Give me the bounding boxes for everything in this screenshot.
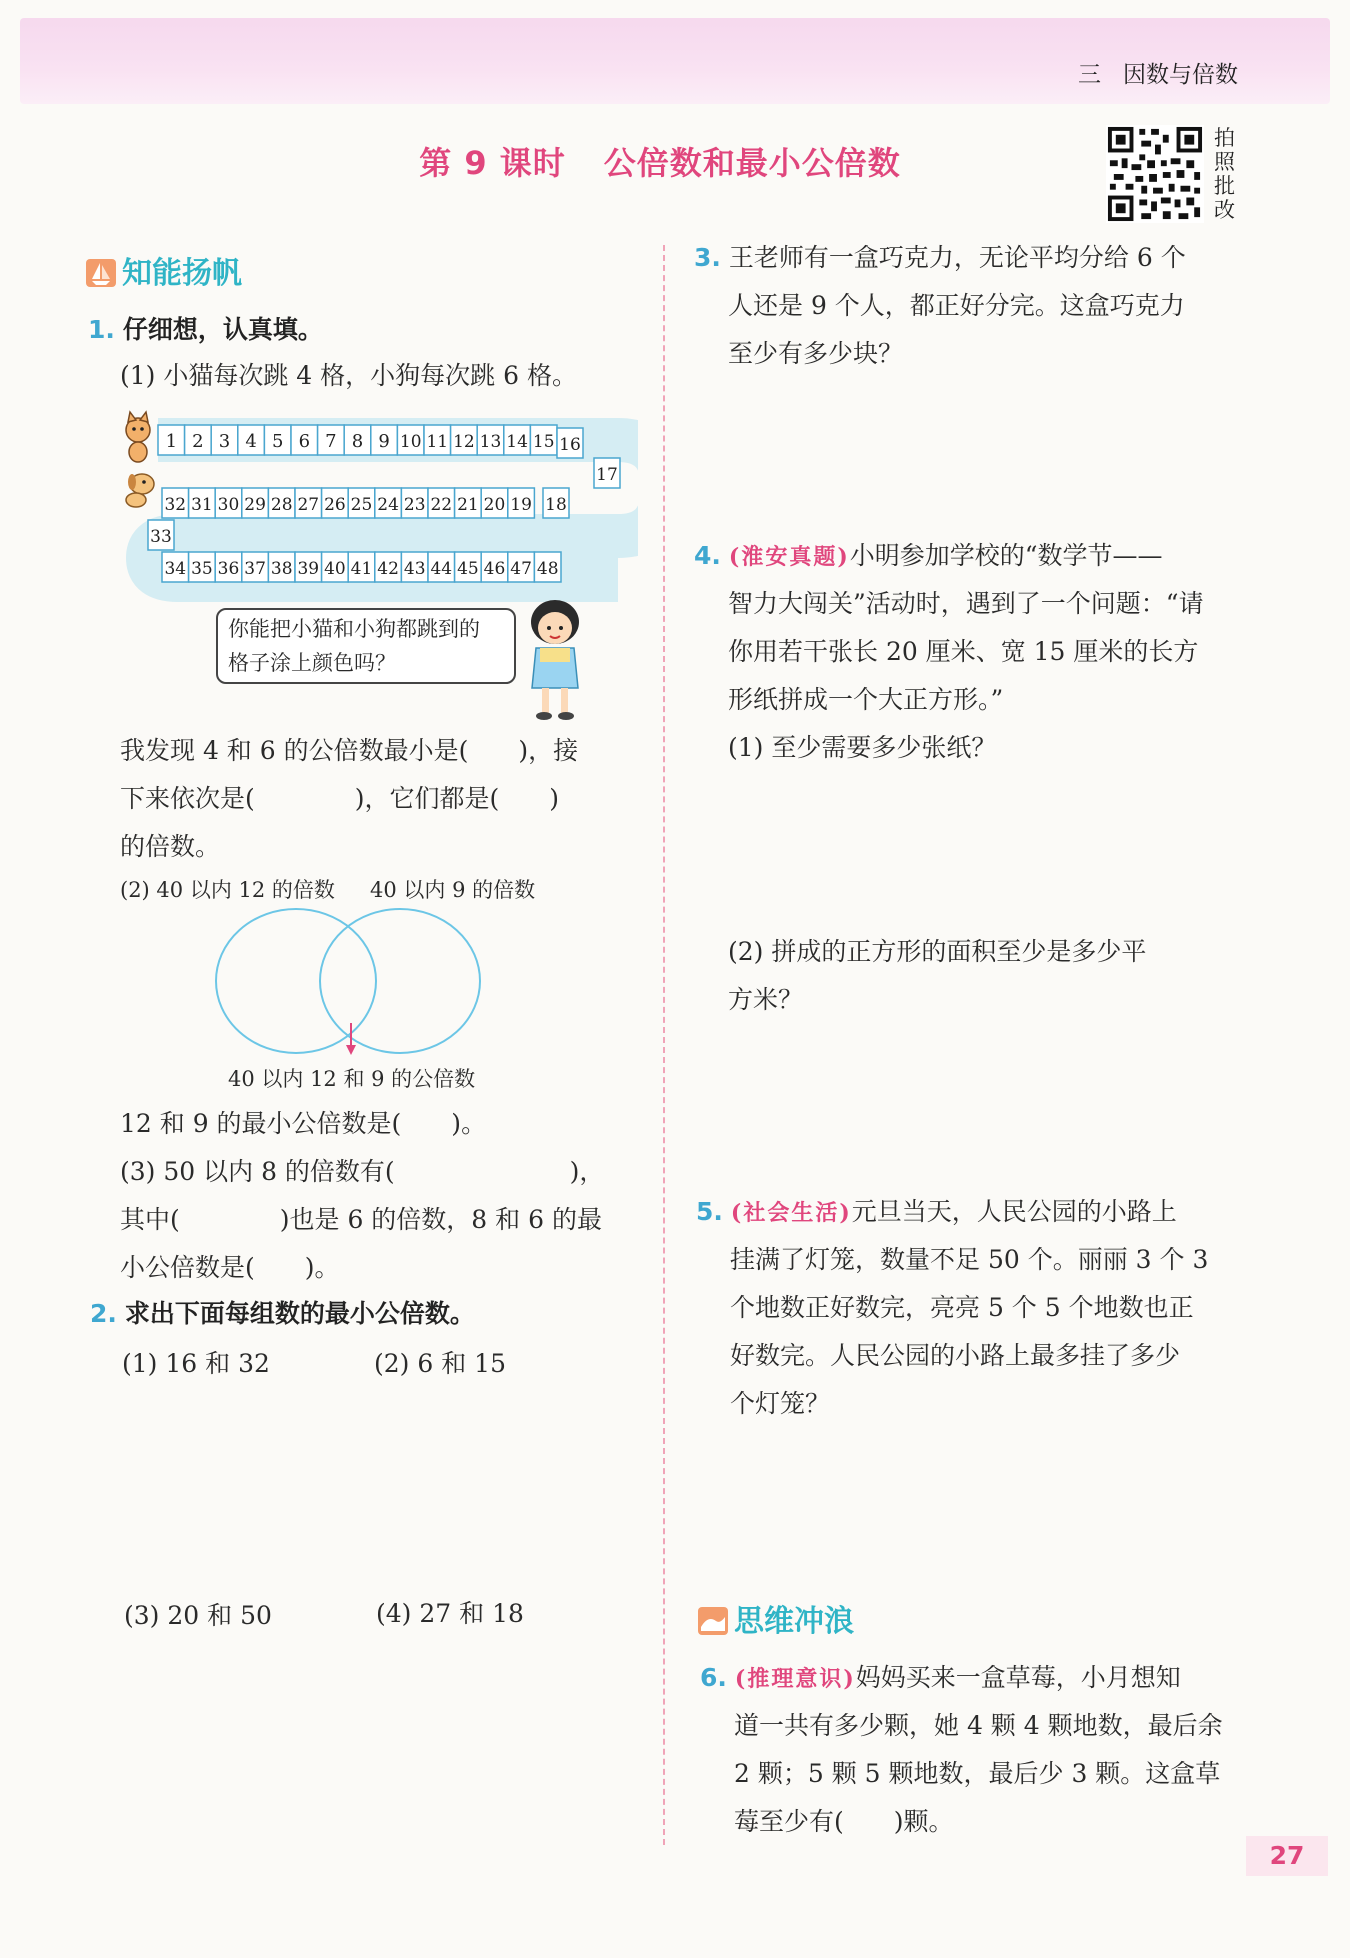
track-cell-number: 47 bbox=[510, 559, 532, 579]
track-cell[interactable] bbox=[322, 488, 349, 518]
q6-tag: (推理意识) bbox=[734, 1666, 856, 1692]
track-cell[interactable] bbox=[375, 488, 402, 518]
chapter-label bbox=[1078, 56, 1238, 89]
track-cell-number: 15 bbox=[532, 432, 555, 452]
track-cell[interactable] bbox=[322, 552, 349, 582]
q5-line: 个灯笼？ bbox=[730, 1389, 831, 1418]
track-cell[interactable] bbox=[594, 458, 620, 488]
q5-number: 5. bbox=[696, 1197, 723, 1226]
track-cell-number: 42 bbox=[377, 559, 399, 579]
track-cell-number: 48 bbox=[536, 559, 559, 579]
q3-number: 3. bbox=[694, 243, 721, 272]
q4-text: 小明参加学校的“数学节—— bbox=[849, 541, 1163, 570]
q5-line: 个地数正好数完，亮亮 5 个 5 个地数也正 bbox=[730, 1293, 1194, 1322]
track-cell[interactable] bbox=[295, 552, 322, 582]
q2-item: (1) 16 和 32 bbox=[122, 1349, 270, 1378]
venn-label-12: (2) 40 以内 12 的倍数 bbox=[120, 878, 335, 902]
q3-line: 人还是 9 个人，都正好分完。这盒巧克力 bbox=[728, 291, 1185, 320]
track-cell[interactable] bbox=[428, 488, 455, 518]
lesson-name: 公倍数和最小公倍数 bbox=[603, 144, 901, 182]
track-cell-number: 1 bbox=[165, 431, 178, 452]
track-cell[interactable] bbox=[268, 552, 295, 582]
track-cell-number: 4 bbox=[245, 431, 257, 452]
track-cell[interactable] bbox=[318, 425, 345, 455]
q4-sub1: (1) 至少需要多少张纸？ bbox=[728, 733, 997, 762]
track-cell-number: 33 bbox=[150, 527, 172, 547]
q5-line: 挂满了灯笼，数量不足 50 个。丽丽 3 个 3 bbox=[730, 1245, 1209, 1274]
track-cell-number: 36 bbox=[217, 559, 240, 579]
track-cell[interactable] bbox=[162, 488, 189, 518]
page-number: 27 bbox=[1246, 1836, 1328, 1876]
track-cell[interactable] bbox=[428, 552, 455, 582]
qr-label-char: 拍 bbox=[1214, 126, 1235, 150]
q3-line bbox=[694, 234, 1186, 282]
track-cell[interactable] bbox=[451, 425, 478, 455]
track-cell-number: 20 bbox=[483, 495, 506, 515]
track-cell[interactable] bbox=[455, 488, 482, 518]
q2-number: 2. bbox=[90, 1299, 117, 1328]
bubble-line: 格子涂上颜色吗？ bbox=[228, 651, 396, 675]
venn-label-9: 40 以内 9 的倍数 bbox=[370, 878, 536, 902]
track-cell[interactable] bbox=[189, 488, 216, 518]
q4-line: 智力大闯关”活动时，遇到了一个问题：“请 bbox=[728, 589, 1204, 618]
track-cell-number: 2 bbox=[192, 431, 204, 452]
q1-p1-line: 下来依次是( )，它们都是( ) bbox=[120, 784, 560, 813]
q5-line bbox=[696, 1188, 1177, 1237]
track-cell-number: 28 bbox=[270, 495, 293, 515]
track-cell[interactable] bbox=[215, 552, 242, 582]
track-cell-number: 13 bbox=[479, 432, 502, 452]
qr-code-icon[interactable] bbox=[1106, 125, 1204, 223]
qr-label bbox=[1214, 126, 1240, 222]
wave-icon bbox=[698, 1607, 728, 1635]
track-cell-number: 30 bbox=[217, 495, 240, 515]
track-cell[interactable] bbox=[242, 488, 269, 518]
q6-line: 2 颗；5 颗 5 颗地数，最后少 3 颗。这盒草 bbox=[734, 1759, 1221, 1788]
sail-icon bbox=[86, 259, 116, 287]
q1-p1-intro: (1) 小猫每次跳 4 格，小狗每次跳 6 格。 bbox=[120, 361, 577, 390]
q4-tag: (淮安真题) bbox=[728, 544, 850, 570]
track-cell-number: 16 bbox=[559, 435, 581, 455]
qr-label-char: 照 bbox=[1214, 150, 1235, 174]
q6-number: 6. bbox=[700, 1663, 727, 1692]
section-title-right bbox=[698, 1596, 854, 1640]
q5-text: 元旦当天，人民公园的小路上 bbox=[851, 1197, 1177, 1226]
girl-icon bbox=[522, 596, 588, 724]
track-cell-number: 38 bbox=[270, 559, 293, 579]
venn-circle-9 bbox=[320, 909, 480, 1053]
track-cell[interactable] bbox=[238, 425, 265, 455]
track-cell[interactable] bbox=[268, 488, 295, 518]
track-cell[interactable] bbox=[162, 552, 189, 582]
track-cell[interactable] bbox=[557, 428, 583, 458]
q1-p1-line: 的倍数。 bbox=[120, 832, 221, 861]
q4-sub2: 方米？ bbox=[728, 985, 804, 1014]
track-cell[interactable] bbox=[481, 552, 508, 582]
q1-p1-line: 我发现 4 和 6 的公倍数最小是( )，接 bbox=[120, 736, 579, 765]
track-cell[interactable] bbox=[215, 488, 242, 518]
track-cell-number: 17 bbox=[596, 465, 618, 485]
track-cell[interactable] bbox=[543, 488, 569, 518]
track-cell-number: 31 bbox=[191, 495, 213, 515]
q2-item: (3) 20 和 50 bbox=[124, 1601, 272, 1630]
cat-icon bbox=[126, 412, 150, 462]
column-divider bbox=[663, 245, 665, 1845]
qr-label-char: 批 bbox=[1214, 174, 1235, 198]
track-cell-number: 43 bbox=[403, 559, 426, 579]
track-cell-number: 46 bbox=[483, 559, 506, 579]
track-cell[interactable] bbox=[242, 552, 269, 582]
track-cell-number: 41 bbox=[350, 559, 373, 579]
track-cell[interactable] bbox=[455, 552, 482, 582]
track-cell-number: 14 bbox=[506, 432, 528, 452]
track-cell-number: 29 bbox=[244, 495, 266, 515]
q2-item: (4) 27 和 18 bbox=[376, 1599, 524, 1628]
track-cell[interactable] bbox=[401, 552, 428, 582]
track-cell[interactable] bbox=[189, 552, 216, 582]
section-title-text: 思维冲浪 bbox=[734, 1604, 854, 1639]
bubble-line: 你能把小猫和小狗都跳到的 bbox=[228, 617, 480, 641]
q4-line bbox=[694, 532, 1163, 581]
q5-tag: (社会生活) bbox=[730, 1200, 852, 1226]
track-cell[interactable] bbox=[397, 425, 424, 455]
q2-item: (2) 6 和 15 bbox=[374, 1349, 506, 1378]
track-cell-number: 6 bbox=[298, 431, 311, 452]
track-cell[interactable] bbox=[481, 488, 508, 518]
track-cell-number: 44 bbox=[430, 559, 453, 579]
q6-line: 道一共有多少颗，她 4 颗 4 颗地数，最后余 bbox=[734, 1711, 1223, 1740]
track-cell-number: 27 bbox=[297, 495, 320, 515]
section-title-left bbox=[86, 248, 242, 292]
track-cell[interactable] bbox=[211, 425, 238, 455]
q6-text: 妈妈买来一盒草莓，小月想知 bbox=[855, 1663, 1181, 1692]
track-cell[interactable] bbox=[530, 425, 557, 455]
track-cell[interactable] bbox=[295, 488, 322, 518]
track-cell-number: 25 bbox=[350, 495, 373, 515]
track-cell[interactable] bbox=[424, 425, 451, 455]
track-cell[interactable] bbox=[534, 552, 561, 582]
track-cells bbox=[148, 425, 620, 582]
track-cell[interactable] bbox=[348, 488, 375, 518]
track-cell-number: 12 bbox=[453, 432, 475, 452]
q4-sub2: (2) 拼成的正方形的面积至少是多少平 bbox=[728, 937, 1147, 966]
track-cell[interactable] bbox=[508, 552, 535, 582]
track-cell-number: 8 bbox=[351, 431, 364, 452]
track-cell-number: 40 bbox=[324, 559, 346, 579]
dog-icon bbox=[126, 474, 154, 507]
track-cell-number: 7 bbox=[325, 431, 337, 452]
track-cell-number: 45 bbox=[457, 559, 479, 579]
track-cell[interactable] bbox=[291, 425, 318, 455]
track-cell-number: 5 bbox=[271, 431, 284, 452]
track-cell[interactable] bbox=[371, 425, 398, 455]
track-cell[interactable] bbox=[477, 425, 504, 455]
q1-p2-line: 12 和 9 的最小公倍数是( )。 bbox=[120, 1109, 487, 1138]
venn-caption: 40 以内 12 和 9 的公倍数 bbox=[228, 1067, 476, 1091]
track-cell-number: 22 bbox=[430, 495, 453, 515]
q2-heading-text: 求出下面每组数的最小公倍数。 bbox=[124, 1299, 475, 1328]
track-cell[interactable] bbox=[401, 488, 428, 518]
q6-line bbox=[700, 1654, 1181, 1703]
venn-diagram bbox=[214, 905, 494, 1065]
track-cell[interactable] bbox=[264, 425, 291, 455]
track-cell-number: 11 bbox=[426, 432, 449, 452]
track-cell-number: 21 bbox=[457, 495, 479, 515]
lesson-number: 第 9 课时 bbox=[419, 144, 566, 182]
track-cell-number: 39 bbox=[297, 559, 320, 579]
track-cell-number: 3 bbox=[218, 431, 231, 452]
track-cell-number: 24 bbox=[377, 495, 399, 515]
track-cell-number: 9 bbox=[378, 431, 390, 452]
qr-label-char: 改 bbox=[1214, 198, 1235, 222]
q6-line: 莓至少有( )颗。 bbox=[734, 1807, 954, 1836]
track-cell-number: 10 bbox=[399, 432, 422, 452]
track-cell[interactable] bbox=[348, 552, 375, 582]
q3-text: 王老师有一盒巧克力，无论平均分给 6 个 bbox=[728, 243, 1186, 272]
track-cell[interactable] bbox=[158, 425, 185, 455]
q2-heading bbox=[90, 1294, 475, 1330]
chapter-number: 三 bbox=[1078, 62, 1101, 88]
q3-line: 至少有多少块？ bbox=[728, 339, 904, 368]
q5-line: 好数完。人民公园的小路上最多挂了多少 bbox=[730, 1341, 1181, 1370]
q1-p3-line: 其中( )也是 6 的倍数，8 和 6 的最 bbox=[120, 1205, 602, 1234]
q4-number: 4. bbox=[694, 541, 721, 570]
track-cell[interactable] bbox=[344, 425, 371, 455]
track-cell[interactable] bbox=[508, 488, 535, 518]
speech-bubble bbox=[216, 608, 516, 684]
q1-number: 1. bbox=[88, 315, 115, 344]
q1-heading bbox=[88, 310, 323, 346]
track-cell-number: 34 bbox=[164, 559, 187, 579]
q1-p3-line: (3) 50 以内 8 的倍数有( )， bbox=[120, 1157, 605, 1186]
track-cell[interactable] bbox=[148, 520, 174, 550]
chapter-title: 因数与倍数 bbox=[1123, 62, 1238, 88]
track-cell[interactable] bbox=[185, 425, 212, 455]
q1-heading-text: 仔细想，认真填。 bbox=[122, 315, 323, 344]
track-cell-number: 37 bbox=[244, 559, 266, 579]
q4-line: 形纸拼成一个大正方形。” bbox=[728, 685, 1004, 714]
track-cell-number: 19 bbox=[510, 495, 532, 515]
q4-line: 你用若干张长 20 厘米、宽 15 厘米的长方 bbox=[728, 637, 1199, 666]
track-cell-number: 32 bbox=[164, 495, 187, 515]
track-cell[interactable] bbox=[375, 552, 402, 582]
track-cell[interactable] bbox=[504, 425, 531, 455]
q1-p3-line: 小公倍数是( )。 bbox=[120, 1253, 340, 1282]
section-title-text: 知能扬帆 bbox=[122, 256, 242, 291]
track-cell-number: 18 bbox=[545, 495, 567, 515]
track-cell-number: 35 bbox=[191, 559, 213, 579]
track-cell-number: 26 bbox=[324, 495, 346, 515]
track-cell-number: 23 bbox=[403, 495, 426, 515]
